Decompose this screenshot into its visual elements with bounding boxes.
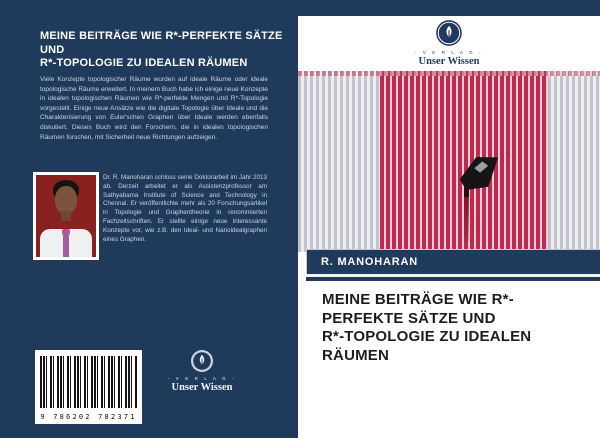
back-cover-panel [0, 0, 298, 438]
back-title-line: UND [40, 43, 65, 56]
front-cover-panel [298, 0, 600, 438]
front-title-line: PERFEKTE SÄTZE UND [322, 309, 496, 327]
publisher-logo-bottom [150, 349, 254, 393]
author-photo-background [36, 175, 96, 257]
barcode-digits: 9 786202 782371 [40, 413, 137, 421]
barcode-bars [40, 356, 137, 408]
front-title-line: RÄUMEN [322, 346, 390, 364]
striped-wall-photo [298, 71, 600, 252]
stripe-section-grey-left [298, 71, 380, 252]
verlag-label: - V E R L A G - [414, 50, 484, 55]
pen-nib-emblem-icon [435, 19, 463, 47]
front-top-bar [298, 0, 600, 16]
author-bio-text: Dr. R. Manoharan schloss seine Doktorarbeit im Jahr 2013 ab. Derzeit arbeitet er als Assistenzprofessor am Sathyabama Institute of Science and Technology in Chennai. Er veröffentlichte mehr als 20 Forschungsartikel in Topologie und Graphentheorie in renommierten Fachzeitschriften. Er stellte einige neue interessante Konzepte vor, wie z.B. den Ideal- und Nanoidealgraphen eines Graphen. [103, 174, 267, 243]
back-title-line: MEINE BEITRÄGE WIE R*-PERFEKTE SÄTZE [40, 30, 283, 42]
isbn-barcode [35, 350, 142, 424]
pen-nib-emblem-icon [190, 349, 214, 373]
photo-neck [61, 211, 71, 221]
front-cover-title [322, 291, 584, 365]
publisher-name: Unser Wissen [418, 56, 480, 67]
lamp-shadow-streak [464, 197, 469, 241]
publisher-logo-top [397, 19, 501, 67]
front-title-line: MEINE BEITRÄGE WIE R*- [322, 291, 514, 308]
photo-tie [63, 235, 69, 257]
author-name: R. MANOHARAN [321, 256, 418, 268]
lamp-stem [464, 185, 469, 197]
photo-face [55, 186, 77, 214]
publisher-name: Unser Wissen [171, 382, 233, 393]
author-photo [33, 172, 99, 260]
verlag-label: - V E R L A G - [167, 376, 237, 381]
book-blurb-text: Viele Konzepte topologischer Räume wurden auf ideale Räume oder ideale topologische Räume erweitert. In meinem Buch habe ich einige neue Konzepte in idealen topologischen Räumen wie R*-perfekte Mengen und R*-Topologie vorgestellt. Einige neue Ansätze wie die digitale Topologie über Ideale und die Charakterisierung von Euler'schen Graphen über Ideale werden ebenfalls diskutiert. Dieses Buch wird den Forschern, die in idealen topologischen Räumen forschen, mit Sicherheit neue Richtungen aufzeigen. [40, 76, 268, 141]
stripe-section-grey-right [548, 71, 600, 252]
stripe-top-edge [298, 71, 600, 76]
publisher-band [298, 16, 600, 71]
back-title-line: R*-TOPOLOGIE ZU IDEALEN RÄUMEN [40, 57, 248, 69]
front-title-line: R*-TOPOLOGIE ZU IDEALEN [322, 328, 532, 345]
back-cover-title [40, 30, 290, 71]
author-bar-shadow [306, 277, 600, 281]
author-name-bar [306, 249, 600, 274]
